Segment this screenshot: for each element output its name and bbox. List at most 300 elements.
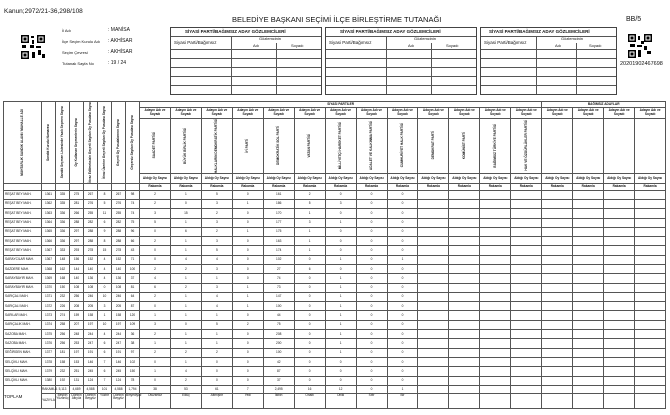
value-cell: 168: [56, 274, 70, 283]
form-code: BB/5: [626, 16, 642, 23]
candidate-name-header: Adayın Adı ve Soyadı: [140, 107, 171, 118]
mahalle-cell: SELÇİKLI MAH.: [4, 367, 42, 376]
value-cell: 6: [98, 339, 112, 348]
value-cell: 232: [56, 367, 70, 376]
value-cell: 42: [263, 357, 294, 366]
empty-cell: [604, 255, 635, 264]
value-cell: 0: [325, 357, 356, 366]
table-row: [4, 237, 666, 246]
value-cell: 102: [126, 357, 140, 366]
empty-cell: [511, 246, 542, 255]
value-cell: 136: [112, 274, 126, 283]
value-cell: 0: [294, 274, 325, 283]
column-header-invalid: [126, 102, 140, 184]
total-words: Binyediyüz: [126, 393, 140, 408]
value-cell: 0: [170, 320, 201, 329]
value-cell: 147: [263, 292, 294, 301]
vote-count-header: Aldığı Oy Sayısı: [511, 173, 542, 183]
column-header-valid: [112, 102, 126, 184]
value-cell: 251: [70, 367, 84, 376]
value-cell: 0: [325, 265, 356, 274]
value-cell: 0: [140, 376, 171, 385]
empty-cell: [449, 292, 480, 301]
total-value: 101: [98, 385, 112, 393]
value-cell: 267: [112, 190, 126, 199]
total-row-words: [4, 393, 666, 408]
value-cell: 0: [356, 376, 387, 385]
value-cell: 158: [84, 311, 98, 320]
party-name: DEMOKRAT PARTİ: [430, 131, 435, 160]
candidate-name-header: Adayın Adı ve Soyadı: [573, 107, 604, 118]
value-cell: 0: [356, 348, 387, 357]
value-cell: 275: [70, 190, 84, 199]
mahalle-cell: REŞAT BEY MAH.: [4, 209, 42, 218]
value-cell: 1: [325, 255, 356, 264]
empty-cell: [480, 357, 511, 366]
value-cell: 0: [387, 302, 418, 311]
empty-cell: [573, 265, 604, 274]
empty-cell: [542, 367, 573, 376]
total-words: Dörtbin Beşyüz: [112, 393, 126, 408]
value-cell: 1: [170, 330, 201, 339]
value-cell: 81: [126, 283, 140, 292]
value-cell: 43: [126, 246, 140, 255]
section-parties: SİYASİ PARTİLER: [140, 102, 542, 108]
value-cell: 0: [387, 209, 418, 218]
empty-cell: [418, 246, 449, 255]
empty-cell: [511, 190, 542, 199]
value-cell: 0: [232, 311, 263, 320]
value-cell: 0: [387, 283, 418, 292]
independent-name-header: [635, 118, 666, 173]
party-name-header: [325, 118, 356, 173]
value-cell: 200: [263, 339, 294, 348]
empty-cell: [635, 339, 666, 348]
value-cell: 152: [84, 255, 98, 264]
empty-cell: [480, 274, 511, 283]
empty-cell: [511, 227, 542, 236]
value-cell: 124: [112, 376, 126, 385]
value-cell: 0: [325, 227, 356, 236]
empty-cell: [635, 330, 666, 339]
table-row: [4, 376, 666, 385]
value-cell: 97: [126, 348, 140, 357]
empty-cell: [542, 330, 573, 339]
empty-cell: [604, 320, 635, 329]
value-cell: 255: [84, 209, 98, 218]
total-value: 61: [201, 385, 232, 393]
empty-cell: [542, 302, 573, 311]
value-cell: 276: [84, 199, 98, 208]
column-header-text: Geçerli Oy Pusulalarının Sayısı: [115, 118, 120, 166]
value-cell: 0: [232, 367, 263, 376]
value-cell: 255: [112, 209, 126, 218]
column-header-text: Sandık Kurulu Numarası: [45, 123, 50, 161]
mahalle-cell: SAZDERE MAH.: [4, 265, 42, 274]
observer-name-label: Adı: [408, 43, 415, 48]
blank-cell: [126, 183, 140, 190]
empty-cell: [449, 348, 480, 357]
value-cell: 4: [98, 265, 112, 274]
value-cell: 248: [70, 330, 84, 339]
value-cell: 0: [356, 357, 387, 366]
empty-cell: [418, 199, 449, 208]
empty-cell: [511, 348, 542, 357]
empty-cell: [511, 274, 542, 283]
value-cell: 1361: [42, 190, 56, 199]
value-cell: 2: [232, 320, 263, 329]
empty-cell: [635, 367, 666, 376]
results-table: [3, 101, 666, 409]
value-cell: 37: [263, 376, 294, 385]
value-cell: 0: [232, 339, 263, 348]
column-header-mahalle: [4, 102, 42, 184]
blank-cell: [70, 183, 84, 190]
value-cell: 246: [84, 292, 98, 301]
value-cell: 0: [232, 237, 263, 246]
value-cell: 0: [294, 330, 325, 339]
numeric-label: Rakamla: [356, 183, 387, 190]
value-cell: 1370: [42, 283, 56, 292]
value-cell: 186: [263, 199, 294, 208]
value-cell: 0: [387, 274, 418, 283]
value-cell: 1: [170, 357, 201, 366]
table-row: [4, 265, 666, 274]
table-row: [4, 227, 666, 236]
value-cell: 244: [112, 330, 126, 339]
value-cell: 3: [201, 283, 232, 292]
empty-cell: [418, 320, 449, 329]
value-cell: 2: [170, 265, 201, 274]
value-cell: 1: [325, 274, 356, 283]
empty-cell: [635, 199, 666, 208]
empty-cell: [573, 357, 604, 366]
vote-count-header: Aldığı Oy Sayısı: [170, 173, 201, 183]
value-cell: 1: [325, 330, 356, 339]
value-cell: 64: [126, 292, 140, 301]
value-cell: 0: [140, 302, 171, 311]
value-cell: 2: [140, 199, 171, 208]
party-name: ADALET VE KALKINMA PARTİSİ: [368, 121, 373, 171]
value-cell: 1: [170, 274, 201, 283]
empty-cell: [418, 348, 449, 357]
value-cell: 1: [140, 367, 171, 376]
value-cell: 1: [201, 274, 232, 283]
value-cell: 1: [232, 283, 263, 292]
value-cell: 192: [56, 376, 70, 385]
value-cell: 0: [294, 357, 325, 366]
value-cell: 288: [112, 237, 126, 246]
empty-cell: [604, 227, 635, 236]
value-cell: 108: [70, 283, 84, 292]
value-cell: 2: [140, 348, 171, 357]
party-name-header: [232, 118, 263, 173]
total-words: Oniki: [325, 393, 356, 408]
value-cell: 197: [70, 348, 84, 357]
empty-cell: [604, 237, 635, 246]
info-label: İl Adı: [62, 28, 71, 33]
empty-cell: [573, 367, 604, 376]
empty-cell: [418, 302, 449, 311]
empty-cell: [604, 339, 635, 348]
value-cell: 98: [126, 190, 140, 199]
qr-code-left-icon: [20, 34, 46, 60]
value-cell: 205: [112, 302, 126, 311]
value-cell: 205: [84, 302, 98, 311]
table-row: [4, 255, 666, 264]
numeric-label: Rakamla: [201, 183, 232, 190]
value-cell: 2: [170, 376, 201, 385]
value-cell: 158: [112, 311, 126, 320]
empty-cell: [542, 274, 573, 283]
value-cell: 150: [56, 283, 70, 292]
value-cell: 1: [232, 302, 263, 311]
value-cell: 1: [325, 339, 356, 348]
value-cell: 0: [170, 199, 201, 208]
party-name: DEMOKRATİK SOL PARTİ: [276, 126, 281, 166]
column-header-registered: [56, 102, 70, 184]
value-cell: 0: [232, 246, 263, 255]
party-name: İYİ PARTİ: [245, 138, 250, 153]
mahalle-cell: REŞAT BEY MAH.: [4, 246, 42, 255]
empty-cell: [573, 320, 604, 329]
total-title: TOPLAM: [4, 393, 23, 399]
barcode-number: 20201902467698: [620, 61, 663, 67]
empty-cell: [449, 357, 480, 366]
value-cell: 1: [201, 339, 232, 348]
total-value: 4,588: [84, 385, 98, 393]
empty-cell: [480, 246, 511, 255]
table-row: [4, 274, 666, 283]
empty-cell: [449, 320, 480, 329]
party-name-header: [170, 118, 201, 173]
empty-cell: [511, 339, 542, 348]
empty-cell: [480, 348, 511, 357]
value-cell: 0: [356, 320, 387, 329]
total-value: 7: [232, 385, 263, 393]
vote-count-header: Aldığı Oy Sayısı: [232, 173, 263, 183]
value-cell: 276: [112, 199, 126, 208]
value-cell: 288: [84, 227, 98, 236]
empty-cell: [604, 199, 635, 208]
table-row: [4, 367, 666, 376]
empty-cell: [573, 339, 604, 348]
empty-cell: [542, 376, 573, 385]
value-cell: 191: [112, 348, 126, 357]
value-cell: 1: [325, 348, 356, 357]
value-cell: 266: [70, 209, 84, 218]
candidate-name-header: Adayın Adı ve Soyadı: [356, 107, 387, 118]
observer-surname-label: Soyadı: [446, 43, 459, 48]
independent-name-header: [573, 118, 604, 173]
value-cell: 0: [232, 348, 263, 357]
table-row: [4, 320, 666, 329]
value-cell: 0: [325, 237, 356, 246]
total-num-label: RAKAMLA: [42, 385, 56, 393]
value-cell: 75: [126, 218, 140, 227]
empty-cell: [418, 367, 449, 376]
value-cell: 163: [263, 237, 294, 246]
value-cell: 0: [232, 209, 263, 218]
empty-cell: [480, 237, 511, 246]
value-cell: 1374: [42, 320, 56, 329]
empty-cell: [418, 376, 449, 385]
value-cell: 1: [294, 237, 325, 246]
value-cell: 5: [201, 190, 232, 199]
value-cell: 100: [126, 265, 140, 274]
value-cell: 150: [126, 367, 140, 376]
value-cell: 0: [356, 330, 387, 339]
total-value: 2,495: [263, 385, 294, 393]
column-header-text: İtiraz Üzerine Geçerli Sayılan Oy Pusulası Sayısı: [101, 105, 106, 179]
numeric-label: Rakamla: [635, 183, 666, 190]
value-cell: 3: [201, 199, 232, 208]
column-header-text: Oy Kullanan Seçmenlerin Sayısı: [73, 118, 78, 167]
empty-cell: [635, 237, 666, 246]
empty-cell: [573, 218, 604, 227]
value-cell: 0: [232, 330, 263, 339]
empty-cell: [511, 320, 542, 329]
value-cell: 10: [98, 292, 112, 301]
value-cell: 0: [356, 227, 387, 236]
vote-count-header: Aldığı Oy Sayısı: [140, 173, 171, 183]
value-cell: 2: [201, 348, 232, 357]
value-cell: 0: [387, 376, 418, 385]
value-cell: 120: [126, 311, 140, 320]
value-cell: 0: [356, 283, 387, 292]
blank-cell: [42, 183, 56, 190]
value-cell: 0: [387, 199, 418, 208]
value-cell: 2: [294, 190, 325, 199]
empty-cell: [573, 311, 604, 320]
empty-cell: [480, 227, 511, 236]
empty-cell: [511, 376, 542, 385]
empty-cell: [418, 339, 449, 348]
value-cell: 1: [325, 311, 356, 320]
empty-cell: [449, 302, 480, 311]
value-cell: 170: [263, 209, 294, 218]
value-cell: 162: [56, 265, 70, 274]
empty-cell: [604, 385, 635, 393]
value-cell: 0: [201, 376, 232, 385]
value-cell: 256: [56, 330, 70, 339]
value-cell: 174: [263, 246, 294, 255]
empty-cell: [542, 292, 573, 301]
empty-cell: [573, 237, 604, 246]
party-name-header: [511, 118, 542, 173]
empty-cell: [480, 385, 511, 393]
vote-count-header: Aldığı Oy Sayısı: [356, 173, 387, 183]
value-cell: 1378: [42, 357, 56, 366]
value-cell: 256: [56, 339, 70, 348]
empty-cell: [635, 246, 666, 255]
empty-cell: [480, 302, 511, 311]
observer-party-label: Siyasi Parti/Bağımsız: [174, 40, 217, 45]
value-cell: 1363: [42, 209, 56, 218]
empty-cell: [542, 339, 573, 348]
value-cell: 1: [140, 339, 171, 348]
value-cell: 0: [140, 255, 171, 264]
value-cell: 136: [84, 274, 98, 283]
value-cell: 1: [170, 292, 201, 301]
empty-cell: [542, 209, 573, 218]
empty-cell: [542, 357, 573, 366]
value-cell: 0: [356, 265, 387, 274]
empty-cell: [604, 302, 635, 311]
value-cell: 333: [56, 246, 70, 255]
empty-cell: [511, 283, 542, 292]
empty-cell: [418, 385, 449, 393]
numeric-label: Rakamla: [387, 183, 418, 190]
empty-cell: [604, 367, 635, 376]
empty-cell: [449, 237, 480, 246]
party-name-header: [201, 118, 232, 173]
mahalle-cell: REŞAT BEY MAH.: [4, 199, 42, 208]
value-cell: 4: [98, 330, 112, 339]
value-cell: 153: [70, 357, 84, 366]
blank-cell: [112, 183, 126, 190]
value-cell: 2: [201, 227, 232, 236]
empty-cell: [449, 330, 480, 339]
empty-cell: [604, 265, 635, 274]
info-value: : AKHİSAR: [108, 38, 133, 44]
page-title: BELEDİYE BAŞKANI SEÇİMİ İLÇE BİRLEŞTİRME TUTANAĞI: [232, 15, 442, 24]
mahalle-cell: REŞAT BEY MAH.: [4, 190, 42, 199]
candidate-name-header: Adayın Adı ve Soyadı: [325, 107, 356, 118]
empty-cell: [542, 190, 573, 199]
empty-cell: [449, 209, 480, 218]
value-cell: 0: [325, 246, 356, 255]
empty-cell: [449, 199, 480, 208]
value-cell: 100: [263, 348, 294, 357]
observer-label: Gözlemcinin: [259, 36, 282, 41]
total-value: 12: [325, 385, 356, 393]
value-cell: 146: [112, 357, 126, 366]
info-value: : MANİSA: [108, 27, 130, 33]
value-cell: 245: [112, 367, 126, 376]
vote-count-header: Aldığı Oy Sayısı: [201, 173, 232, 183]
empty-cell: [573, 274, 604, 283]
table-row: [4, 292, 666, 301]
party-name-header: [449, 118, 480, 173]
table-row: [4, 209, 666, 218]
empty-cell: [635, 311, 666, 320]
value-cell: 4: [201, 255, 232, 264]
value-cell: 278: [84, 246, 98, 255]
party-name-header: [418, 118, 449, 173]
value-cell: 0: [325, 209, 356, 218]
table-row: [4, 218, 666, 227]
value-cell: 0: [140, 357, 171, 366]
empty-cell: [604, 246, 635, 255]
value-cell: 66: [126, 237, 140, 246]
value-cell: 3: [325, 199, 356, 208]
empty-cell: [635, 376, 666, 385]
total-words: Beşbin Yüzonüç: [56, 393, 70, 408]
value-cell: 5: [294, 199, 325, 208]
value-cell: 36: [126, 330, 140, 339]
value-cell: 1: [325, 320, 356, 329]
value-cell: 267: [84, 190, 98, 199]
value-cell: 140: [112, 265, 126, 274]
value-cell: 258: [56, 320, 70, 329]
value-cell: 4: [170, 367, 201, 376]
value-cell: 140: [70, 274, 84, 283]
candidate-name-header: Adayın Adı ve Soyadı: [480, 107, 511, 118]
candidate-name-header: Adayın Adı ve Soyadı: [635, 107, 666, 118]
value-cell: 336: [56, 209, 70, 218]
value-cell: 1377: [42, 348, 56, 357]
